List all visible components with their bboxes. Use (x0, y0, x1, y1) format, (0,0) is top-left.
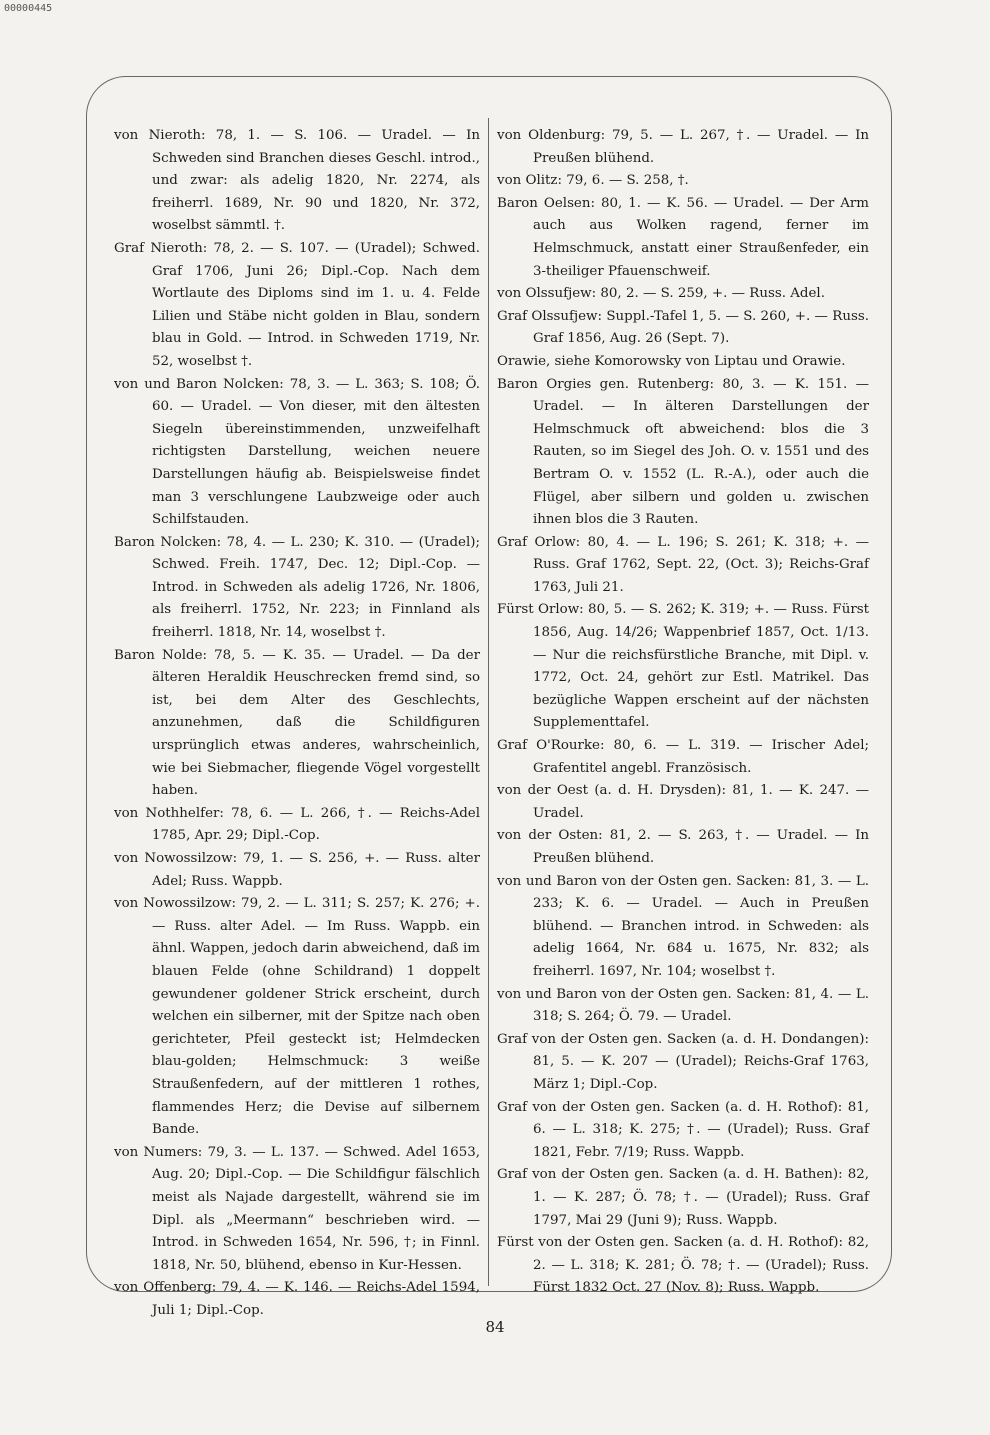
entry: von Nowossilzow: 79, 1. — S. 256, +. — Russ. alter Adel; Russ. Wappb. (114, 851, 480, 889)
entry: von Olssufjew: 80, 2. — S. 259, +. — Russ. Adel. (497, 286, 825, 302)
entry: Graf von der Osten gen. Sacken (a. d. H. Bathen): 82, 1. — K. 287; Ö. 78; †. — (Uradel); Russ. Graf 1797, Mai 29 (Juni 9); Russ. Wappb. (497, 1167, 869, 1228)
entry: Graf Nieroth: 78, 2. — S. 107. — (Uradel); Schwed. Graf 1706, Juni 26; Dipl.-Cop. Nach dem Wortlaute des Diploms sind im 1. u. 4. Felde Lilien und Stäbe nicht golden in Blau, sondern blau in Gold. — Introd. in Schweden 1719, Nr. 52, woselbst †. (114, 240, 480, 369)
entry: Graf Orlow: 80, 4. — L. 196; S. 261; K. 318; +. — Russ. Graf 1762, Sept. 22, (Oct. 3); Reichs-Graf 1763, Juli 21. (497, 534, 869, 595)
entry: von und Baron von der Osten gen. Sacken: 81, 3. — L. 233; K. 6. — Uradel. — Auch in Preußen blühend. — Branchen introd. in Schweden: als adelig 1664, Nr. 684 u. 1675, Nr. 832; als freiherrl. 1697, Nr. 104; woselbst †. (497, 873, 869, 979)
entry: von Numers: 79, 3. — L. 137. — Schwed. Adel 1653, Aug. 20; Dipl.-Cop. — Die Schildfigur fälschlich meist als Najade dargestellt, während sie im Dipl. als „Meermann“ beschrieben wird. — Introd. in Schweden 1654, Nr. 596, †; in Finnl. 1818, Nr. 50, blühend, ebenso in Kur-Hessen. (114, 1144, 480, 1273)
entry: Graf Olssufjew: Suppl.-Tafel 1, 5. — S. 260, +. — Russ. Graf 1856, Aug. 26 (Sept. 7). (497, 308, 869, 347)
entry: von Olitz: 79, 6. — S. 258, †. (497, 173, 689, 189)
entry: Baron Nolde: 78, 5. — K. 35. — Uradel. — Da der älteren Heraldik Heuschrecken fremd sind, so ist, bei dem Alter des Geschlechts, anzunehmen, daß die Schildfiguren ursprünglich etwas anderes, wahrscheinlich, wie bei Siebmacher, fliegende Vögel vorgestellt haben. (114, 647, 480, 799)
entry: Graf von der Osten gen. Sacken (a. d. H. Dondangen): 81, 5. — K. 207 — (Uradel); Reichs-Graf 1763, März 1; Dipl.-Cop. (497, 1031, 869, 1092)
entry: Fürst Orlow: 80, 5. — S. 262; K. 319; +. — Russ. Fürst 1856, Aug. 14/26; Wappenbrief 1857, Oct. 1/13. — Nur die reichsfürstliche Branche, mit Dipl. v. 1772, Oct. 24, gehört zur Estl. Matrikel. Das bezügliche Wappen erscheint auf der nächsten Supplementtafel. (497, 602, 869, 731)
entry: Graf O'Rourke: 80, 6. — L. 319. — Irischer Adel; Grafentitel angebl. Französisch. (497, 738, 869, 776)
column-divider (488, 118, 489, 1286)
entry: von der Osten: 81, 2. — S. 263, †. — Uradel. — In Preußen blühend. (497, 828, 869, 866)
page-number: 84 (485, 1318, 505, 1336)
entry: von Nothhelfer: 78, 6. — L. 266, †. — Reichs-Adel 1785, Apr. 29; Dipl.-Cop. (114, 805, 480, 844)
entry: von Nowossilzow: 79, 2. — L. 311; S. 257; K. 276; +. — Russ. alter Adel. — Im Russ. Wappb. ein ähnl. Wappen, jedoch darin abweichend, daß im blauen Felde (ohne Schildrand) 1 doppelt gewundener goldener Strick erscheint, durch welchen ein silberner, mit der Spitze nach oben gerichteter, Pfeil gesteckt ist; Helmdecken blau-golden; Helmschmuck: 3 weiße Straußenfedern, auf der mittleren 1 rothes, flammendes Herz; die Devise auf silbernem Bande. (114, 896, 480, 1138)
entry: von der Oest (a. d. H. Drysden): 81, 1. — K. 247. — Uradel. (497, 783, 869, 821)
entry: von Oldenburg: 79, 5. — L. 267, †. — Uradel. — In Preußen blühend. (497, 128, 869, 166)
entry: von Offenberg: 79, 4. — K. 146. — Reichs-Adel 1594, Juli 1; Dipl.-Cop. (114, 1280, 480, 1318)
entry: Baron Orgies gen. Rutenberg: 80, 3. — K. 151. — Uradel. — In älteren Darstellungen der Helmschmuck oft abweichend: blos die 3 Rauten, so im Siegel des Joh. O. v. 1551 und des Bertram O. v. 1552 (L. R.-A.), oder auch die Flügel, aber silbern und golden u. zwischen ihnen blos die 3 Rauten. (497, 376, 869, 528)
scan-id: 00000445 (4, 3, 53, 14)
entry: von und Baron von der Osten gen. Sacken: 81, 4. — L. 318; S. 264; Ö. 79. — Uradel. (497, 986, 869, 1025)
entry: Orawie, siehe Komorowsky von Liptau und Orawie. (497, 353, 846, 369)
entry: von und Baron Nolcken: 78, 3. — L. 363; S. 108; Ö. 60. — Uradel. — Von dieser, mit den ältesten Siegeln übereinstimmenden, unzweifelhaft richtigsten Darstellung, weichen neuere Darstellungen häufig ab. Beispielsweise findet man 3 verschlungene Laubzweige oder auch Schilfstauden. (114, 376, 480, 528)
entry: Baron Nolcken: 78, 4. — L. 230; K. 310. — (Uradel); Schwed. Freih. 1747, Dec. 12; Dipl.-Cop. — Introd. in Schweden als adelig 1726, Nr. 1806, als freiherrl. 1752, Nr. 223; in Finnland als freiherrl. 1818, Nr. 14, woselbst †. (114, 534, 480, 641)
entry: von Nieroth: 78, 1. — S. 106. — Uradel. — In Schweden sind Branchen dieses Geschl. introd., und zwar: als adelig 1820, Nr. 2274, als freiherrl. 1689, Nr. 90 und 1820, Nr. 372, woselbst sämmtl. †. (114, 128, 480, 234)
entry: Baron Oelsen: 80, 1. — K. 56. — Uradel. — Der Arm auch aus Wolken ragend, ferner im Helmschmuck, anstatt einer Straußenfeder, ein 3-theiliger Pfauenschweif. (497, 195, 869, 279)
left-column (114, 125, 480, 1322)
entry: Fürst von der Osten gen. Sacken (a. d. H. Rothof): 82, 2. — L. 318; K. 281; Ö. 78; †. — (Uradel); Russ. Fürst 1832 Oct. 27 (Nov. 8); Russ. Wappb. (497, 1235, 869, 1296)
entry: Graf von der Osten gen. Sacken (a. d. H. Rothof): 81, 6. — L. 318; K. 275; †. — (Uradel); Russ. Graf 1821, Febr. 7/19; Russ. Wappb. (497, 1099, 869, 1160)
right-column (497, 125, 869, 1300)
